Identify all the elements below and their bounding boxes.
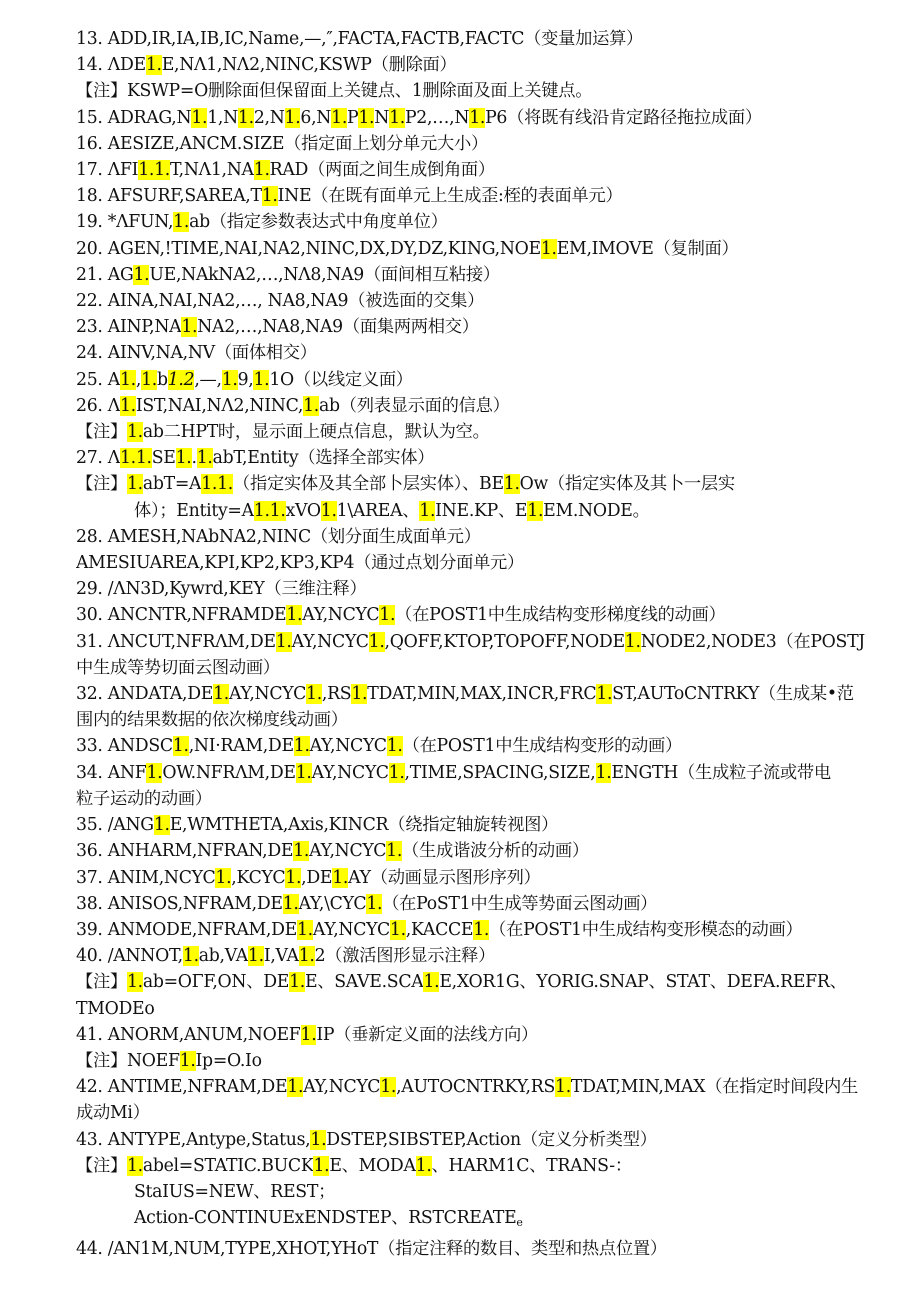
- text-segment: SE: [151, 448, 176, 469]
- highlighted-text: 1.: [215, 867, 232, 888]
- highlighted-text: 1.: [388, 762, 405, 783]
- highlighted-text: 1.: [423, 972, 440, 993]
- highlighted-text: 1.: [389, 919, 406, 940]
- document-line: [76, 236, 880, 262]
- highlighted-text: 1.: [153, 815, 170, 836]
- text-segment: e: [516, 1216, 523, 1230]
- highlighted-text: 1.: [172, 736, 189, 757]
- highlighted-text: 1.: [415, 1155, 432, 1176]
- highlighted-text: 1.: [286, 605, 303, 626]
- document-line: [76, 917, 880, 943]
- highlighted-text: 1.: [380, 1077, 397, 1098]
- document-line: [76, 996, 880, 1022]
- highlighted-text: 1.: [300, 1024, 317, 1045]
- text-segment: 【注】KSWP=O删除面但保留面上关键点、1删除面及面上关键点。: [76, 81, 593, 102]
- text-segment: 粒子运动的动画）: [76, 788, 212, 809]
- text-segment: I,VA: [263, 946, 299, 967]
- text-segment: 38. ANISOS,NFRAM,DE: [76, 893, 283, 914]
- text-segment: ,KCYC: [231, 867, 286, 888]
- text-segment: ,AUTOCNTRKY,RS: [396, 1077, 555, 1098]
- document-line: [76, 393, 880, 419]
- text-segment: 6,N: [300, 107, 332, 128]
- document-line: [76, 471, 880, 497]
- text-segment: 15. ADRAG,N: [76, 107, 192, 128]
- text-segment: （在POST1中生成结构变形梯度线的动画）: [395, 605, 726, 626]
- highlighted-text: 1.: [287, 1077, 304, 1098]
- text-segment: 26. Λ: [76, 395, 120, 416]
- highlighted-text: 1.: [237, 107, 254, 128]
- text-segment: 1,N: [207, 107, 238, 128]
- highlighted-text: 1.: [289, 972, 305, 993]
- text-segment: 21. AG: [76, 264, 134, 285]
- highlighted-text: 1.: [313, 1155, 330, 1176]
- text-segment: E,WMTHETA,Axis,KINCR（绕指定轴旋转视图）: [169, 815, 559, 836]
- text-segment: 9,: [237, 369, 254, 390]
- text-segment: IST,NAI,NΛ2,NINC,: [135, 395, 304, 416]
- text-segment: ab（指定参数表达式中角度单位）: [189, 212, 448, 233]
- text-segment: P: [347, 107, 359, 128]
- highlighted-text: 1.: [332, 867, 349, 888]
- highlighted-text: 1.: [191, 107, 208, 128]
- text-segment: 18. AFSURF,SAREA,T: [76, 186, 262, 207]
- text-segment: Ow（指定实体及其卜一层实: [519, 474, 735, 495]
- highlighted-text: 1.1.: [253, 500, 286, 521]
- text-segment: 32. ANDATA,DE: [76, 684, 214, 705]
- text-segment: UE,NAkNA2,…,NΛ8,NA9（面间相互粘接）: [149, 264, 500, 285]
- document-line: [76, 78, 880, 104]
- highlighted-text: 1.1.: [201, 474, 233, 495]
- text-segment: StaIUS=NEW、REST；: [134, 1181, 336, 1202]
- document-line: [76, 52, 880, 78]
- document-line: [76, 1127, 880, 1153]
- text-segment: 44. /AN1M,NUM,TYPE,XHOT,YHoT（指定注释的数目、类型和热点位置）: [76, 1239, 667, 1260]
- text-segment: 39. ANMODE,NFRAM,DE: [76, 919, 297, 940]
- highlighted-text: 1.: [133, 264, 150, 285]
- text-segment: AY,NCYC: [303, 1077, 381, 1098]
- continuation-line: [76, 1205, 880, 1236]
- text-segment: ,: [135, 369, 142, 390]
- document-line: [76, 1153, 880, 1179]
- text-segment: ,QOFF,KTOP,TOPOFF,NODE: [384, 631, 625, 652]
- document-line: [76, 262, 880, 288]
- text-segment: 19. *ΛFUN,: [76, 212, 174, 233]
- text-segment: 23. AINP,NA: [76, 317, 182, 338]
- text-segment: ab（列表显示面的信息）: [318, 395, 510, 416]
- text-segment: T,NΛ1,NA: [169, 160, 254, 181]
- text-segment: 28. AMESH,NAbNA2,NINC（划分面生成面单元）: [76, 526, 481, 547]
- highlighted-text: 1.: [196, 448, 213, 469]
- document-line: [76, 733, 880, 759]
- highlighted-text: 1.: [469, 107, 486, 128]
- highlighted-text: 1.: [293, 841, 310, 862]
- text-segment: ST,AUToCNTRKY（生成某•范: [612, 684, 854, 705]
- document-line: [76, 1074, 880, 1100]
- document-line: [76, 26, 880, 52]
- text-segment: RAD（两面之间生成倒角面）: [269, 160, 495, 181]
- text-segment: E、MODA: [329, 1155, 416, 1176]
- text-segment: AMESIUAREA,KPI,KP2,KP3,KP4（通过点划分面单元）: [76, 553, 525, 574]
- text-segment: NODE2,NODE3（在POSTJ: [640, 631, 865, 652]
- text-segment: 43. ANTYPE,Antype,Status,: [76, 1129, 311, 1150]
- document-line: [76, 419, 880, 445]
- text-segment: 16. AESIZE,ANCM.SIZE（指定面上划分单元大小）: [76, 133, 488, 154]
- highlighted-text: 1.: [298, 946, 315, 967]
- document-line: [76, 550, 880, 576]
- document-line: [76, 157, 880, 183]
- text-segment: 14. ΛDE: [76, 55, 146, 76]
- text-segment: 中生成等势切面云图动画）: [76, 657, 280, 678]
- text-segment: 【注】: [76, 474, 127, 495]
- highlighted-text: 1.: [247, 946, 264, 967]
- document-line: [76, 707, 880, 733]
- highlighted-text: 1.: [126, 972, 143, 993]
- highlighted-text: 1.: [624, 631, 641, 652]
- document-line: [76, 602, 880, 628]
- highlighted-text: 1.: [221, 369, 238, 390]
- highlighted-text: 1.: [284, 107, 301, 128]
- text-segment: AY,\CYC: [298, 893, 367, 914]
- text-segment: N: [374, 107, 390, 128]
- text-segment: 【注】: [76, 422, 127, 443]
- highlighted-text: 1.: [351, 684, 368, 705]
- text-segment: 33. ANDSC: [76, 736, 173, 757]
- highlighted-text: 1.: [419, 500, 436, 521]
- highlighted-text: 1.: [253, 369, 270, 390]
- highlighted-text: 1.: [296, 919, 313, 940]
- text-segment: 29. /ΛN3D,Kywrd,KEY（三维注释）: [76, 579, 367, 600]
- highlighted-text: 1.: [253, 160, 270, 181]
- text-segment: ,DE: [301, 867, 333, 888]
- text-segment: ,—,: [194, 369, 222, 390]
- text-segment: 24. AINV,NA,NV（面体相交）: [76, 343, 317, 364]
- text-segment: DSTEP,SIBSTEP,Action（定义分析类型）: [326, 1129, 657, 1150]
- highlighted-text: 1.: [179, 1050, 196, 1071]
- document-line: [76, 209, 880, 235]
- text-segment: AY,NCYC: [309, 841, 387, 862]
- text-segment: b: [156, 369, 168, 390]
- text-segment: ab=OΓF,ON、DE: [142, 972, 290, 993]
- highlighted-text: 1.: [596, 684, 613, 705]
- highlighted-text: 1.: [555, 1077, 571, 1098]
- document-line: [76, 524, 880, 550]
- highlighted-text: 1.: [295, 762, 312, 783]
- highlighted-text: 1.: [389, 107, 405, 128]
- highlighted-text: 1.: [146, 762, 163, 783]
- text-segment: AY,NCYC: [312, 919, 390, 940]
- highlighted-text: 1.: [386, 841, 403, 862]
- text-segment: 成动Mi）: [76, 1103, 150, 1124]
- text-segment: 【注】NOEF: [76, 1050, 180, 1071]
- highlighted-text: 1.: [503, 474, 520, 495]
- highlighted-text: 1.: [379, 605, 396, 626]
- document-line: [76, 760, 880, 786]
- text-segment: 30. ANCNTR,NFRAMDE: [76, 605, 287, 626]
- text-segment: 22. AINA,NAI,NA2,…, NA8,NA9（被选面的交集）: [76, 291, 485, 312]
- text-segment: OW.NFRΛM,DE: [162, 762, 296, 783]
- text-segment: ,NI·RAM,DE: [188, 736, 294, 757]
- text-segment: （在POST1中生成结构变形的动画）: [402, 736, 683, 757]
- document-line: [76, 1236, 880, 1262]
- highlighted-text: 1.: [386, 736, 403, 757]
- text-segment: AY,NCYC: [302, 605, 380, 626]
- document-line: [76, 576, 880, 602]
- text-segment: 20. AGEN,!TIME,NAI,NA2,NINC,DX,DY,DZ,KING,NOE: [76, 238, 541, 259]
- document-line: [76, 340, 880, 366]
- highlighted-text: 1.: [331, 107, 348, 128]
- document-line: [76, 838, 880, 864]
- document-line: [76, 183, 880, 209]
- highlighted-text: 1.: [368, 631, 385, 652]
- text-segment: abT=A: [142, 474, 202, 495]
- document-line: [76, 865, 880, 891]
- text-segment: ,RS: [321, 684, 352, 705]
- text-segment: 36. ANHARM,NFRAN,DE: [76, 841, 294, 862]
- highlighted-text: 1.: [358, 107, 375, 128]
- text-segment: abel=STATIC.BUCK: [142, 1155, 314, 1176]
- highlighted-text: 1.: [145, 55, 162, 76]
- text-segment: 27. Λ: [76, 448, 120, 469]
- text-segment: 体）；Entity=A: [134, 500, 254, 521]
- text-segment: AY,NCYC: [291, 631, 369, 652]
- text-segment: 【注】: [76, 1155, 127, 1176]
- highlighted-text: 1.: [213, 684, 229, 705]
- document-line: [76, 131, 880, 157]
- text-segment: 【注】: [76, 972, 127, 993]
- text-segment: 42. ANTIME,NFRAM,DE: [76, 1077, 288, 1098]
- text-segment: 40. /ANNOT,: [76, 946, 183, 967]
- document-line: [76, 655, 880, 681]
- text-segment: TDAT,MIN,MAX（在指定时间段内生: [570, 1077, 859, 1098]
- text-segment: 2,N: [253, 107, 285, 128]
- text-segment: xVO: [285, 500, 321, 521]
- text-segment: abT,Entity（选择全部实体）: [212, 448, 435, 469]
- text-segment: 2（激活图形显示注释）: [314, 946, 496, 967]
- highlighted-text: 1.: [293, 736, 310, 757]
- text-segment: TDAT,MIN,MAX,INCR,FRC: [367, 684, 597, 705]
- text-segment: P6（将既有线沿肯定路径拖拉成面）: [485, 107, 762, 128]
- highlighted-text: 1.: [310, 1129, 327, 1150]
- highlighted-text: 1.: [126, 474, 143, 495]
- document-line: [76, 288, 880, 314]
- document-line: [76, 943, 880, 969]
- highlighted-text: 1.: [306, 684, 322, 705]
- text-segment: Ip=O.Io: [195, 1050, 262, 1071]
- text-segment: Action-CONTINUExENDSTEP、RSTCREATE: [134, 1208, 517, 1229]
- text-segment: 围内的结果数据的依次梯度线动画）: [76, 710, 348, 731]
- continuation-line: [76, 1179, 880, 1205]
- highlighted-text: 1.: [275, 631, 292, 652]
- text-segment: （生成谐波分析的动画）: [402, 841, 589, 862]
- text-segment: 25. A: [76, 369, 120, 390]
- document-line: [76, 891, 880, 917]
- highlighted-text: 1.: [182, 946, 199, 967]
- document-line: [76, 1022, 880, 1048]
- text-segment: INE.KP、E: [435, 500, 528, 521]
- text-segment: AY（动画显示图形序列）: [348, 867, 541, 888]
- document-line: [76, 105, 880, 131]
- text-segment: AY,NCYC: [228, 684, 307, 705]
- text-segment: 37. ANIM,NCYC: [76, 867, 216, 888]
- highlighted-text: 1.: [285, 867, 302, 888]
- highlighted-text: 1.1.: [119, 448, 152, 469]
- highlighted-text: 1.: [320, 500, 337, 521]
- text-segment: 13. ADD,IR,IA,IB,IC,Name,—,″,FACTA,FACTB,FACTC（变量加运算）: [76, 29, 644, 49]
- text-segment: ,TIME,SPACING,SIZE,: [404, 762, 596, 783]
- highlighted-text: 1.: [119, 369, 136, 390]
- highlighted-text: 1.: [175, 448, 192, 469]
- highlighted-text: 1.: [119, 395, 136, 416]
- text-segment: 1O（以线定义面）: [269, 369, 413, 390]
- highlighted-text: 1.: [303, 395, 319, 416]
- document-line: [76, 1048, 880, 1074]
- text-segment: NA2,…,NA8,NA9（面集两两相交）: [197, 317, 479, 338]
- highlighted-text: 1.: [282, 893, 299, 914]
- text-segment: ENGTH（生成粒子流或带电: [611, 762, 831, 783]
- highlighted-text: 1.: [527, 500, 544, 521]
- document-line: [76, 786, 880, 812]
- text-segment: 、HARM1C、TRANS-：: [431, 1155, 632, 1176]
- highlighted-text: 1.: [540, 238, 557, 259]
- highlighted-text: 1.: [473, 919, 490, 940]
- highlighted-text: 1.: [141, 369, 157, 390]
- text-segment: ab,VA: [198, 946, 248, 967]
- highlighted-text: 1.: [366, 893, 383, 914]
- text-segment: ab二HPT时，显示面上硬点信息，默认为空。: [142, 422, 490, 443]
- document-line: [76, 629, 880, 655]
- text-segment: （指定实体及其全部卜层实体）、BE: [232, 474, 504, 495]
- text-segment: 31. ΛNCUT,NFRΛM,DE: [76, 631, 276, 652]
- text-segment: AY,NCYC: [309, 736, 387, 757]
- text-segment: ,KACCE: [405, 919, 474, 940]
- text-segment: INE（在既有面单元上生成歪:桎的表面单元）: [277, 186, 623, 207]
- text-segment: 1\AREA、: [336, 500, 420, 521]
- highlighted-text: 1.2: [167, 369, 195, 390]
- text-segment: P2,…,N: [404, 107, 470, 128]
- text-segment: （在PoST1中生成等势面云图动画）: [382, 893, 658, 914]
- text-segment: E,NΛ1,NΛ2,NINC,KSWP（删除面）: [161, 55, 457, 76]
- document-line: [76, 681, 880, 707]
- text-segment: E、SAVE.SCA: [304, 972, 424, 993]
- highlighted-text: 1.: [126, 1155, 143, 1176]
- document-line: [76, 367, 880, 393]
- highlighted-text: 1.: [181, 317, 198, 338]
- document-line: [76, 1100, 880, 1126]
- text-segment: E,XOR1G、YORIG.SNAP、STAT、DEFA.REFR、: [439, 972, 847, 993]
- text-segment: 17. ΛFI: [76, 160, 139, 181]
- document-line: [76, 445, 880, 471]
- text-segment: 41. ANORM,ANUM,NOEF: [76, 1024, 301, 1045]
- highlighted-text: 1.: [595, 762, 612, 783]
- text-segment: AY,NCYC: [311, 762, 389, 783]
- text-segment: IP（垂新定义面的法线方向）: [316, 1024, 539, 1045]
- highlighted-text: 1.: [261, 186, 278, 207]
- text-segment: 34. ANF: [76, 762, 147, 783]
- text-segment: （在POST1中生成结构变形模态的动画）: [489, 919, 803, 940]
- continuation-line: [76, 498, 880, 524]
- document-line: [76, 969, 880, 995]
- document-line: [76, 812, 880, 838]
- text-segment: EM,IMOVE（复制面）: [556, 238, 739, 259]
- highlighted-text: 1.: [126, 422, 143, 443]
- highlighted-text: 1.1.: [138, 160, 170, 181]
- text-segment: 35. /ANG: [76, 815, 154, 836]
- highlighted-text: 1.: [173, 212, 190, 233]
- text-segment: TMODEo: [76, 998, 155, 1019]
- text-segment: EM.NODE。: [543, 500, 650, 521]
- text-segment: .: [191, 448, 197, 469]
- document-line: [76, 314, 880, 340]
